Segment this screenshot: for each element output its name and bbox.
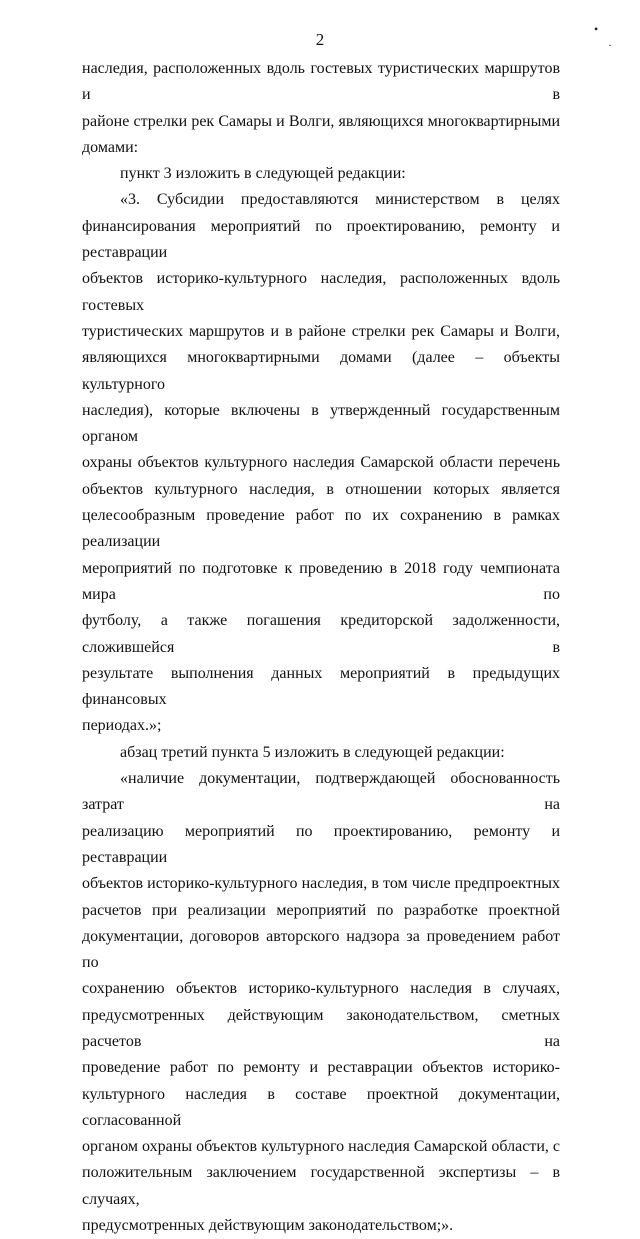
text-line: объектов культурного наследия, в отношении которых является [82, 480, 560, 498]
text-line: футболу, а также погашения кредиторской задолженности, сложившейся в [82, 612, 560, 656]
text-line: домами: [82, 138, 139, 156]
text-line: туристических маршрутов и в районе стрелки рек Самары и Волги, [82, 322, 560, 340]
paragraph [82, 161, 560, 187]
text-line: пункт 3 изложить в следующей редакции: [120, 165, 406, 183]
text-line: предусмотренных действующим законодательством;». [82, 1217, 454, 1235]
text-line: целесообразным проведение работ по их сохранению в рамках реализации [82, 507, 560, 551]
paragraph [82, 56, 560, 161]
text-line: культурного наследия в составе проектной документации, согласованной [82, 1085, 560, 1129]
text-line: абзац третий пункта 5 изложить в следующей редакции: [120, 743, 505, 761]
text-line: наследия, расположенных вдоль гостевых туристических маршрутов и в [82, 60, 560, 104]
text-line: положительным заключением государственной экспертизы – в случаях, [82, 1164, 560, 1208]
text-line: «наличие документации, подтверждающей обоснованность затрат на [82, 770, 560, 814]
text-line: реализацию мероприятий по проектированию, ремонту и реставрации [82, 822, 560, 866]
scan-mark: · [608, 38, 612, 52]
text-line: мероприятий по подготовке к проведению в 2018 году чемпионата мира по [82, 559, 560, 603]
text-line: являющихся многоквартирными домами (далее – объекты культурного [82, 349, 560, 393]
text-line: районе стрелки рек Самары и Волги, являющихся многоквартирными [82, 112, 560, 130]
text-line: финансирования мероприятий по проектированию, ремонту и реставрации [82, 217, 560, 262]
text-line: проведение работ по ремонту и реставрации объектов историко- [82, 1059, 560, 1077]
text-line: «3. Субсидии предоставляются министерством в целях [120, 191, 560, 209]
text-line: органом охраны объектов культурного наследия Самарской области, с [82, 1138, 560, 1156]
paragraph [82, 740, 560, 766]
text-line: предусмотренных действующим законодательством, сметных расчетов на [82, 1006, 560, 1050]
text-line: наследия), которые включены в утвержденный государственным органом [82, 401, 560, 446]
text-line: документации, договоров авторского надзора за проведением работ по [82, 927, 560, 972]
text-line: охраны объектов культурного наследия Самарской области перечень [82, 454, 560, 472]
document-body [82, 56, 560, 1239]
text-line: результате выполнения данных мероприятий в предыдущих финансовых [82, 664, 560, 709]
text-line: расчетов при реализации мероприятий по разработке проектной [82, 901, 560, 919]
text-line: периодах.»; [82, 717, 162, 735]
page-number: 2 [315, 30, 325, 49]
text-line: объектов историко-культурного наследия, расположенных вдоль гостевых [82, 270, 560, 314]
scan-mark: • [594, 22, 599, 36]
text-line: объектов историко-культурного наследия, в том числе предпроектных [82, 875, 560, 893]
text-line: сохранению объектов историко-культурного наследия в случаях, [82, 980, 560, 998]
paragraph [82, 187, 560, 739]
paragraph [82, 766, 560, 1239]
